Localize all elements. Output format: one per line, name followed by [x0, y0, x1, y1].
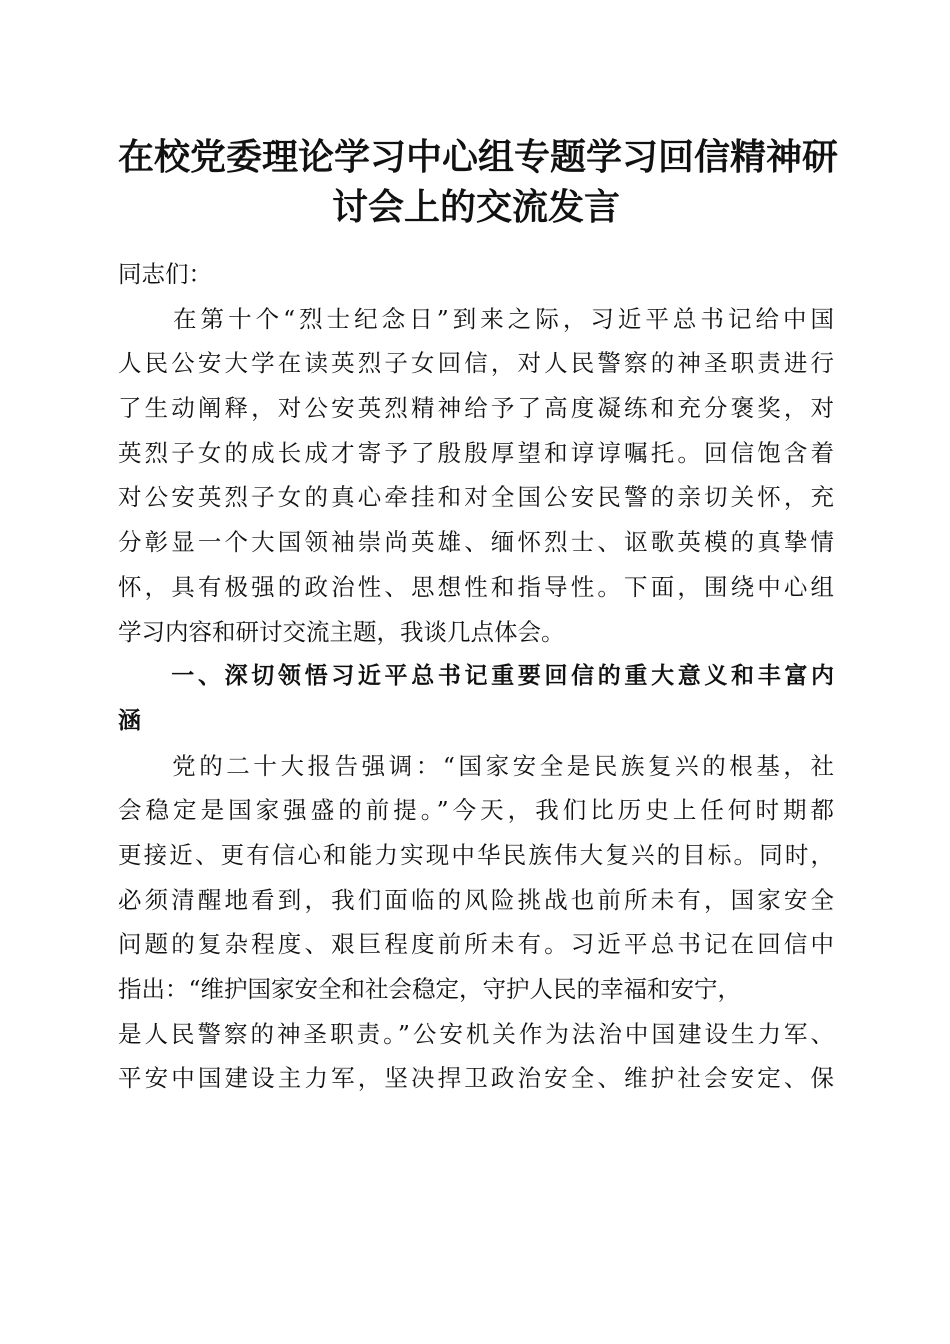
title-line-1: 在校党委理论学习中心组专题学习回信精神研: [118, 136, 839, 178]
salutation: 同志们：: [118, 260, 212, 288]
heading-line: 涵: [118, 707, 141, 734]
paragraph-line: 分彰显一个大国领袖崇尚英雄、缅怀烈士、讴歌英模的真挚情: [118, 528, 834, 557]
paragraph-line: 必须清醒地看到，我们面临的风险挑战也前所未有，国家安全: [118, 885, 834, 914]
paragraph-line: 党的二十大报告强调：“国家安全是民族复兴的根基，社: [118, 751, 834, 780]
paragraph-line: 人民公安大学在读英烈子女回信，对人民警察的神圣职责进行: [118, 349, 834, 378]
document-title: [118, 132, 839, 232]
document-body: [118, 252, 834, 1101]
paragraph-section-1: [118, 744, 834, 1102]
paragraph-line: 问题的复杂程度、艰巨程度前所未有。习近平总书记在回信中: [118, 930, 834, 959]
section-heading-1: [118, 654, 834, 743]
title-line-2: 讨会上的交流发言: [331, 186, 620, 228]
paragraph-line: 在第十个“烈士纪念日”到来之际，习近平总书记给中国: [118, 304, 834, 333]
paragraph-line: 更接近、更有信心和能力实现中华民族伟大复兴的目标。同时，: [118, 840, 834, 869]
heading-line: 一、深切领悟习近平总书记重要回信的重大意义和丰富内: [118, 663, 834, 690]
paragraph-line: 平安中国建设主力军，坚决捍卫政治安全、维护社会安定、保: [118, 1064, 834, 1093]
paragraph-line: 怀，具有极强的政治性、思想性和指导性。下面，围绕中心组: [118, 572, 834, 601]
paragraph-line: 学习内容和研讨交流主题，我谈几点体会。: [118, 617, 565, 646]
paragraph-line: 对公安英烈子女的真心牵挂和对全国公安民警的亲切关怀，充: [118, 483, 834, 512]
paragraph-line: 是人民警察的神圣职责。”公安机关作为法治中国建设生力军、: [118, 1019, 834, 1048]
paragraph-line: 指出：“维护国家安全和社会稳定，守护人民的幸福和安宁，: [118, 975, 742, 1003]
paragraph-line: 英烈子女的成长成才寄予了殷殷厚望和谆谆嘱托。回信饱含着: [118, 438, 834, 467]
paragraph-line: 了生动阐释，对公安英烈精神给予了高度凝练和充分褒奖，对: [118, 394, 834, 423]
paragraph-line: 会稳定是国家强盛的前提。”今天，我们比历史上任何时期都: [118, 796, 834, 825]
paragraph-intro: [118, 297, 834, 655]
